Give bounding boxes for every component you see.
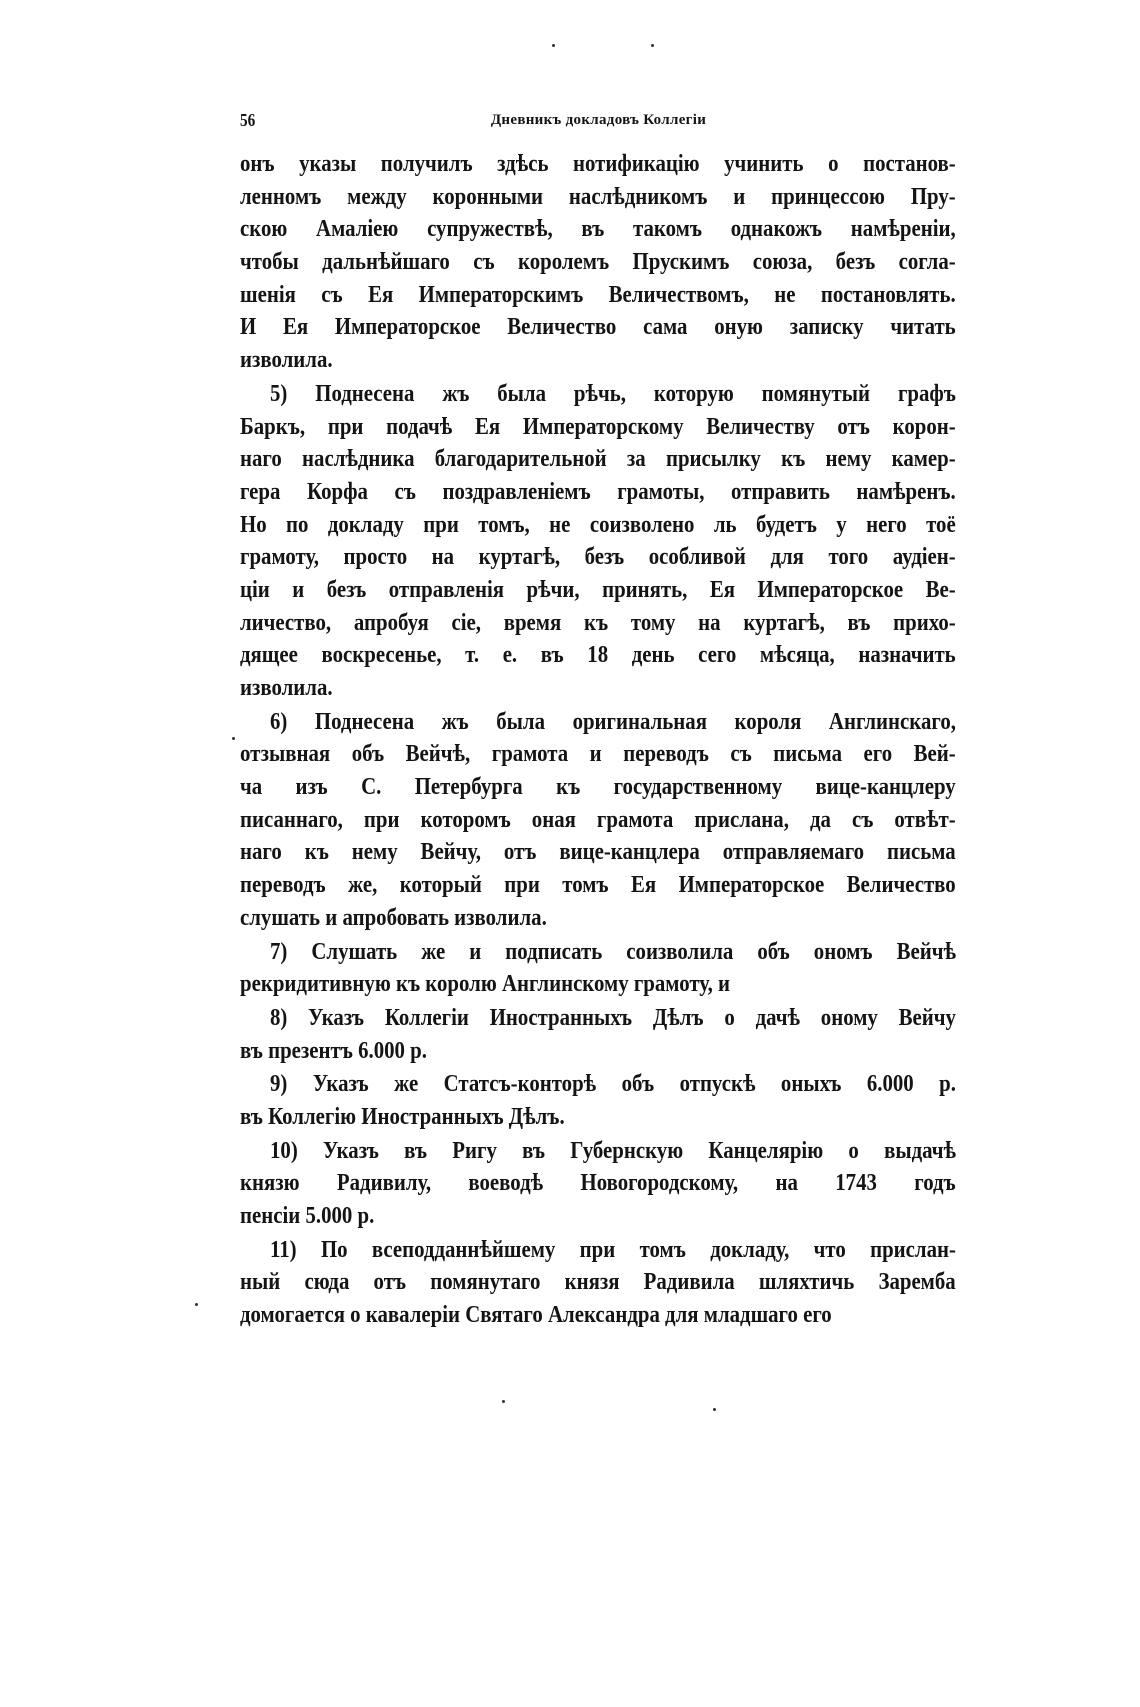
text-line-content: ча изъ С. Петербурга къ государственному вице-канцлеру [240, 773, 956, 801]
text-line-content: 10) Указъ въ Ригу въ Губернскую Канцелярію о выдачѣ [270, 1136, 956, 1164]
paragraph [240, 1234, 957, 1332]
text-line-content: скою Амаліею супружествѣ, въ такомъ однакожъ намѣреніи, [240, 215, 956, 243]
page-number: 56 [240, 110, 256, 130]
text-line [240, 1167, 957, 1200]
text-line [240, 706, 957, 739]
text-line-content: Но по докладу при томъ, не соизволено ль будетъ у него тоё [240, 510, 956, 538]
text-line [240, 968, 957, 1001]
text-line [240, 1135, 957, 1168]
scan-speck [195, 1303, 198, 1306]
scan-speck [502, 1400, 505, 1403]
text-line [240, 411, 957, 444]
text-line [240, 672, 957, 705]
paragraph [240, 148, 957, 377]
text-line-content: домогается о кавалеріи Святаго Александра для младшаго его [240, 1301, 832, 1329]
text-line [240, 771, 957, 804]
text-line-content: слушать и апробовать изволила. [240, 903, 547, 931]
page-header [240, 110, 957, 136]
text-line [240, 541, 957, 574]
scan-speck [552, 44, 555, 47]
scan-speck [232, 737, 235, 740]
paragraph [240, 936, 957, 1001]
paragraph [240, 1135, 957, 1233]
text-line [240, 1002, 957, 1035]
paragraph [240, 378, 957, 705]
text-line-content: ленномъ между коронными наслѣдникомъ и принцессою Пру- [240, 182, 956, 210]
text-line-content: шенія съ Ея Императорскимъ Величествомъ, не постановлять. [240, 280, 956, 308]
text-line [240, 738, 957, 771]
text-line-content: 7) Слушать же и подписать соизволила объ ономъ Вейчѣ [270, 937, 956, 965]
text-line-content: рекридитивную къ королю Англинскому грамоту, и [240, 970, 731, 998]
text-line [240, 509, 957, 542]
text-line [240, 836, 957, 869]
text-line [240, 1200, 957, 1233]
text-line [240, 1101, 957, 1134]
text-line-content: въ Коллегію Иностранныхъ Дѣлъ. [240, 1102, 565, 1130]
text-line-content: писаннаго, при которомъ оная грамота прислана, да съ отвѣт- [240, 805, 956, 833]
text-line [240, 378, 957, 411]
text-line-content: пенсіи 5.000 р. [240, 1202, 375, 1229]
text-line [240, 639, 957, 672]
text-line-content: ный сюда отъ помянутаго князя Радивила шляхтичь Заремба [240, 1268, 956, 1296]
text-line-content: И Ея Императорское Величество сама оную записку читать [240, 313, 956, 341]
text-line-content: грамоту, просто на куртагѣ, безъ особливой для того аудіен- [240, 543, 956, 571]
text-line-content: изволила. [240, 346, 333, 374]
text-line [240, 148, 957, 181]
text-line [240, 476, 957, 509]
text-line [240, 902, 957, 935]
text-line [240, 1068, 957, 1101]
text-line-content: 5) Поднесена жъ была рѣчь, которую помянутый графъ [270, 379, 956, 407]
text-line-content: 8) Указъ Коллегіи Иностранныхъ Дѣлъ о дачѣ оному Вейчу [270, 1003, 956, 1031]
scan-speck [713, 1408, 716, 1411]
text-line-content: наго наслѣдника благодарительной за присылку къ нему камер- [240, 445, 956, 473]
text-line-content: онъ указы получилъ здѣсь нотификацію учинить о постанов- [240, 150, 956, 177]
text-line [240, 311, 957, 344]
text-line [240, 869, 957, 902]
text-line [240, 1234, 957, 1267]
body-text [240, 148, 957, 1333]
text-line-content: въ презентъ 6.000 р. [240, 1036, 427, 1064]
text-line [240, 213, 957, 246]
text-line [240, 1266, 957, 1299]
text-line-content: дящее воскресенье, т. е. въ 18 день сего мѣсяца, назначить [240, 641, 956, 669]
text-line [240, 181, 957, 214]
text-line-content: отзывная объ Вейчѣ, грамота и переводъ съ письма его Вей- [240, 740, 956, 768]
text-line [240, 574, 957, 607]
text-line [240, 344, 957, 377]
text-line [240, 443, 957, 476]
text-line-content: князю Радивилу, воеводѣ Новогородскому, на 1743 годъ [240, 1169, 956, 1197]
text-line-content: 11) По всеподданнѣйшему при томъ докладу, что прислан- [270, 1235, 956, 1263]
paragraph [240, 1068, 957, 1133]
text-line-content: ціи и безъ отправленія рѣчи, принять, Ея Императорское Ве- [240, 575, 956, 603]
text-line [240, 1299, 957, 1332]
paragraph [240, 706, 957, 935]
text-line [240, 607, 957, 640]
text-line-content: переводъ же, который при томъ Ея Императорское Величество [240, 871, 956, 899]
text-line-content: 9) Указъ же Статсъ-конторѣ объ отпускѣ оныхъ 6.000 р. [270, 1070, 956, 1098]
text-line-content: чтобы дальнѣйшаго съ королемъ Прускимъ союза, безъ согла- [240, 248, 956, 276]
text-line-content: изволила. [240, 674, 333, 701]
text-line [240, 279, 957, 312]
paragraph [240, 1002, 957, 1067]
text-line [240, 804, 957, 837]
text-line-content: 6) Поднесена жъ была оригинальная короля Англинскаго, [270, 707, 956, 735]
text-line-content: личество, апробуя сіе, время къ тому на куртагѣ, въ прихо- [240, 608, 956, 636]
text-line-content: наго къ нему Вейчу, отъ вице-канцлера отправляемаго письма [240, 838, 956, 866]
text-line-content: Баркъ, при подачѣ Ея Императорскому Величеству отъ корон- [240, 412, 956, 440]
text-line-content: гера Корфа съ поздравленіемъ грамоты, отправить намѣренъ. [240, 477, 956, 505]
text-line [240, 1035, 957, 1068]
running-title: Дневникъ докладовъ Коллегіи [490, 112, 707, 128]
text-line [240, 936, 957, 969]
scan-speck [651, 44, 654, 47]
text-line [240, 246, 957, 279]
